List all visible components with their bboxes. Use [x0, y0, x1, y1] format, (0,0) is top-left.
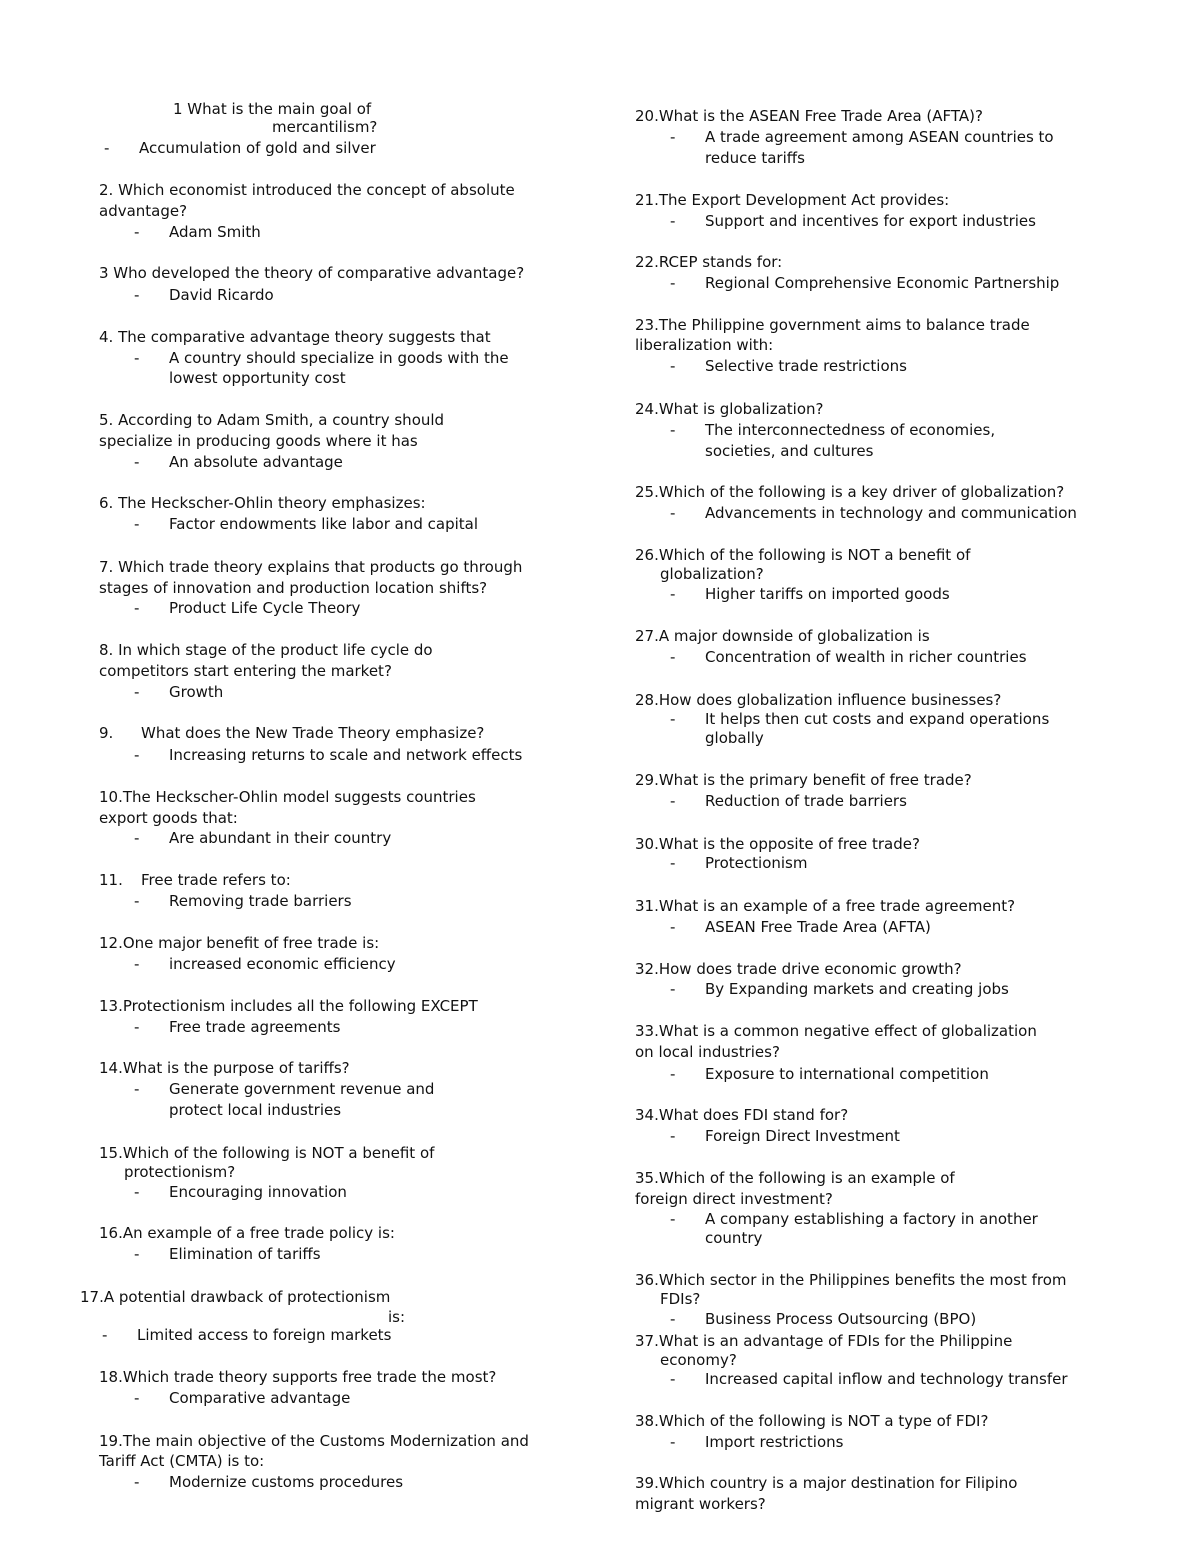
bullet-dash: -: [134, 599, 140, 617]
question-text: is:: [388, 1308, 406, 1326]
bullet-dash: -: [134, 955, 140, 973]
answer-text: Protectionism: [705, 854, 808, 872]
question-text: 32.How does trade drive economic growth?: [635, 960, 962, 978]
bullet-dash: -: [670, 710, 676, 728]
bullet-dash: -: [670, 1370, 676, 1388]
question-text: 17.A potential drawback of protectionism: [80, 1288, 391, 1306]
answer-text: Foreign Direct Investment: [705, 1127, 900, 1145]
answer-text: Regional Comprehensive Economic Partnership: [705, 274, 1060, 292]
bullet-dash: -: [134, 683, 140, 701]
answer-text: protect local industries: [169, 1101, 342, 1119]
bullet-dash: -: [670, 585, 676, 603]
question-text: liberalization with:: [635, 336, 774, 354]
bullet-dash: -: [670, 421, 676, 439]
question-text: 11.: [99, 871, 123, 889]
question-text: 25.Which of the following is a key driver of globalization?: [635, 483, 1065, 501]
question-text: 13.Protectionism includes all the following EXCEPT: [99, 997, 478, 1015]
bullet-dash: -: [670, 918, 676, 936]
question-text: Free trade refers to:: [141, 871, 291, 889]
question-text: mercantilism?: [272, 118, 378, 136]
bullet-dash: -: [134, 453, 140, 471]
question-text: 12.One major benefit of free trade is:: [99, 934, 380, 952]
answer-text: David Ricardo: [169, 286, 274, 304]
question-text: 37.What is an advantage of FDIs for the Philippine: [635, 1332, 1013, 1350]
bullet-dash: -: [134, 892, 140, 910]
answer-text: A trade agreement among ASEAN countries to: [705, 128, 1054, 146]
question-text: 22.RCEP stands for:: [635, 253, 783, 271]
bullet-dash: -: [134, 746, 140, 764]
bullet-dash: -: [134, 223, 140, 241]
bullet-dash: -: [670, 1310, 676, 1328]
answer-text: Are abundant in their country: [169, 829, 392, 847]
question-text: 34.What does FDI stand for?: [635, 1106, 849, 1124]
question-text: specialize in producing goods where it has: [99, 432, 418, 450]
question-text: stages of innovation and production location shifts?: [99, 579, 488, 597]
bullet-dash: -: [134, 1245, 140, 1263]
answer-text: An absolute advantage: [169, 453, 343, 471]
answer-text: Growth: [169, 683, 224, 701]
question-text: 5. According to Adam Smith, a country should: [99, 411, 445, 429]
answer-text: Elimination of tariffs: [169, 1245, 321, 1263]
question-text: protectionism?: [124, 1163, 236, 1181]
answer-text: Increased capital inflow and technology transfer: [705, 1370, 1068, 1388]
bullet-dash: -: [670, 1127, 676, 1145]
bullet-dash: -: [670, 504, 676, 522]
question-text: export goods that:: [99, 809, 238, 827]
question-text: 2. Which economist introduced the concept of absolute: [99, 181, 515, 199]
bullet-dash: -: [134, 1183, 140, 1201]
question-text: competitors start entering the market?: [99, 662, 392, 680]
bullet-dash: -: [104, 139, 110, 157]
answer-text: reduce tariffs: [705, 149, 805, 167]
question-text: 38.Which of the following is NOT a type of FDI?: [635, 1412, 989, 1430]
answer-text: Reduction of trade barriers: [705, 792, 907, 810]
question-text: 18.Which trade theory supports free trade the most?: [99, 1368, 497, 1386]
bullet-dash: -: [102, 1326, 108, 1344]
question-text: 39.Which country is a major destination for Filipino: [635, 1474, 1018, 1492]
question-text: 4. The comparative advantage theory suggests that: [99, 328, 491, 346]
answer-text: Import restrictions: [705, 1433, 844, 1451]
answer-text: It helps then cut costs and expand operations: [705, 710, 1050, 728]
question-text: 9.: [99, 724, 114, 742]
bullet-dash: -: [134, 829, 140, 847]
bullet-dash: -: [670, 357, 676, 375]
question-text: 36.Which sector in the Philippines benefits the most from: [635, 1271, 1067, 1289]
question-text: 30.What is the opposite of free trade?: [635, 835, 920, 853]
answer-text: A company establishing a factory in another: [705, 1210, 1038, 1228]
answer-text: country: [705, 1229, 763, 1247]
question-text: 27.A major downside of globalization is: [635, 627, 930, 645]
question-text: 26.Which of the following is NOT a benefit of: [635, 546, 971, 564]
answer-text: societies, and cultures: [705, 442, 874, 460]
answer-text: ASEAN Free Trade Area (AFTA): [705, 918, 931, 936]
question-text: 1 What is the main goal of: [173, 100, 372, 118]
answer-text: Product Life Cycle Theory: [169, 599, 361, 617]
question-text: economy?: [660, 1351, 737, 1369]
bullet-dash: -: [134, 286, 140, 304]
question-text: What does the New Trade Theory emphasize?: [141, 724, 485, 742]
question-text: 3 Who developed the theory of comparative advantage?: [99, 264, 525, 282]
question-text: 15.Which of the following is NOT a benefit of: [99, 1144, 435, 1162]
bullet-dash: -: [670, 274, 676, 292]
answer-text: By Expanding markets and creating jobs: [705, 980, 1009, 998]
question-text: on local industries?: [635, 1043, 780, 1061]
question-text: 10.The Heckscher-Ohlin model suggests countries: [99, 788, 476, 806]
answer-text: Advancements in technology and communication: [705, 504, 1077, 522]
question-text: FDIs?: [660, 1290, 701, 1308]
question-text: 21.The Export Development Act provides:: [635, 191, 950, 209]
bullet-dash: -: [134, 1389, 140, 1407]
answer-text: A country should specialize in goods with the: [169, 349, 509, 367]
answer-text: Support and incentives for export industries: [705, 212, 1036, 230]
bullet-dash: -: [134, 1018, 140, 1036]
answer-text: Selective trade restrictions: [705, 357, 907, 375]
answer-text: Generate government revenue and: [169, 1080, 435, 1098]
question-text: 19.The main objective of the Customs Modernization and: [99, 1432, 529, 1450]
question-text: 31.What is an example of a free trade agreement?: [635, 897, 1016, 915]
answer-text: Exposure to international competition: [705, 1065, 989, 1083]
bullet-dash: -: [670, 1065, 676, 1083]
bullet-dash: -: [670, 212, 676, 230]
answer-text: Removing trade barriers: [169, 892, 352, 910]
question-text: migrant workers?: [635, 1495, 766, 1513]
answer-text: Modernize customs procedures: [169, 1473, 404, 1491]
question-text: 14.What is the purpose of tariffs?: [99, 1059, 350, 1077]
answer-text: Limited access to foreign markets: [137, 1326, 392, 1344]
question-text: 6. The Heckscher-Ohlin theory emphasizes:: [99, 494, 426, 512]
bullet-dash: -: [134, 1080, 140, 1098]
answer-text: The interconnectedness of economies,: [705, 421, 996, 439]
question-text: foreign direct investment?: [635, 1190, 833, 1208]
question-text: 33.What is a common negative effect of globalization: [635, 1022, 1037, 1040]
answer-text: Accumulation of gold and silver: [139, 139, 376, 157]
question-text: 24.What is globalization?: [635, 400, 824, 418]
answer-text: Adam Smith: [169, 223, 261, 241]
question-text: 29.What is the primary benefit of free trade?: [635, 771, 972, 789]
question-text: 28.How does globalization influence businesses?: [635, 691, 1002, 709]
answer-text: Free trade agreements: [169, 1018, 341, 1036]
answer-text: Encouraging innovation: [169, 1183, 347, 1201]
bullet-dash: -: [134, 515, 140, 533]
bullet-dash: -: [670, 648, 676, 666]
question-text: 7. Which trade theory explains that products go through: [99, 558, 523, 576]
answer-text: globally: [705, 729, 764, 747]
question-text: Tariff Act (CMTA) is to:: [99, 1452, 265, 1470]
answer-text: Factor endowments like labor and capital: [169, 515, 479, 533]
answer-text: Concentration of wealth in richer countries: [705, 648, 1027, 666]
question-text: 23.The Philippine government aims to balance trade: [635, 316, 1030, 334]
answer-text: Business Process Outsourcing (BPO): [705, 1310, 977, 1328]
question-text: globalization?: [660, 565, 764, 583]
bullet-dash: -: [670, 128, 676, 146]
answer-text: Higher tariffs on imported goods: [705, 585, 950, 603]
bullet-dash: -: [134, 349, 140, 367]
answer-text: lowest opportunity cost: [169, 369, 346, 387]
question-text: 35.Which of the following is an example of: [635, 1169, 955, 1187]
answer-text: Increasing returns to scale and network effects: [169, 746, 523, 764]
bullet-dash: -: [134, 1473, 140, 1491]
answer-text: Comparative advantage: [169, 1389, 351, 1407]
bullet-dash: -: [670, 980, 676, 998]
bullet-dash: -: [670, 854, 676, 872]
question-text: 16.An example of a free trade policy is:: [99, 1224, 395, 1242]
bullet-dash: -: [670, 1210, 676, 1228]
bullet-dash: -: [670, 1433, 676, 1451]
answer-text: increased economic efficiency: [169, 955, 396, 973]
question-text: 8. In which stage of the product life cycle do: [99, 641, 433, 659]
question-text: advantage?: [99, 202, 188, 220]
bullet-dash: -: [670, 792, 676, 810]
question-text: 20.What is the ASEAN Free Trade Area (AFTA)?: [635, 107, 983, 125]
